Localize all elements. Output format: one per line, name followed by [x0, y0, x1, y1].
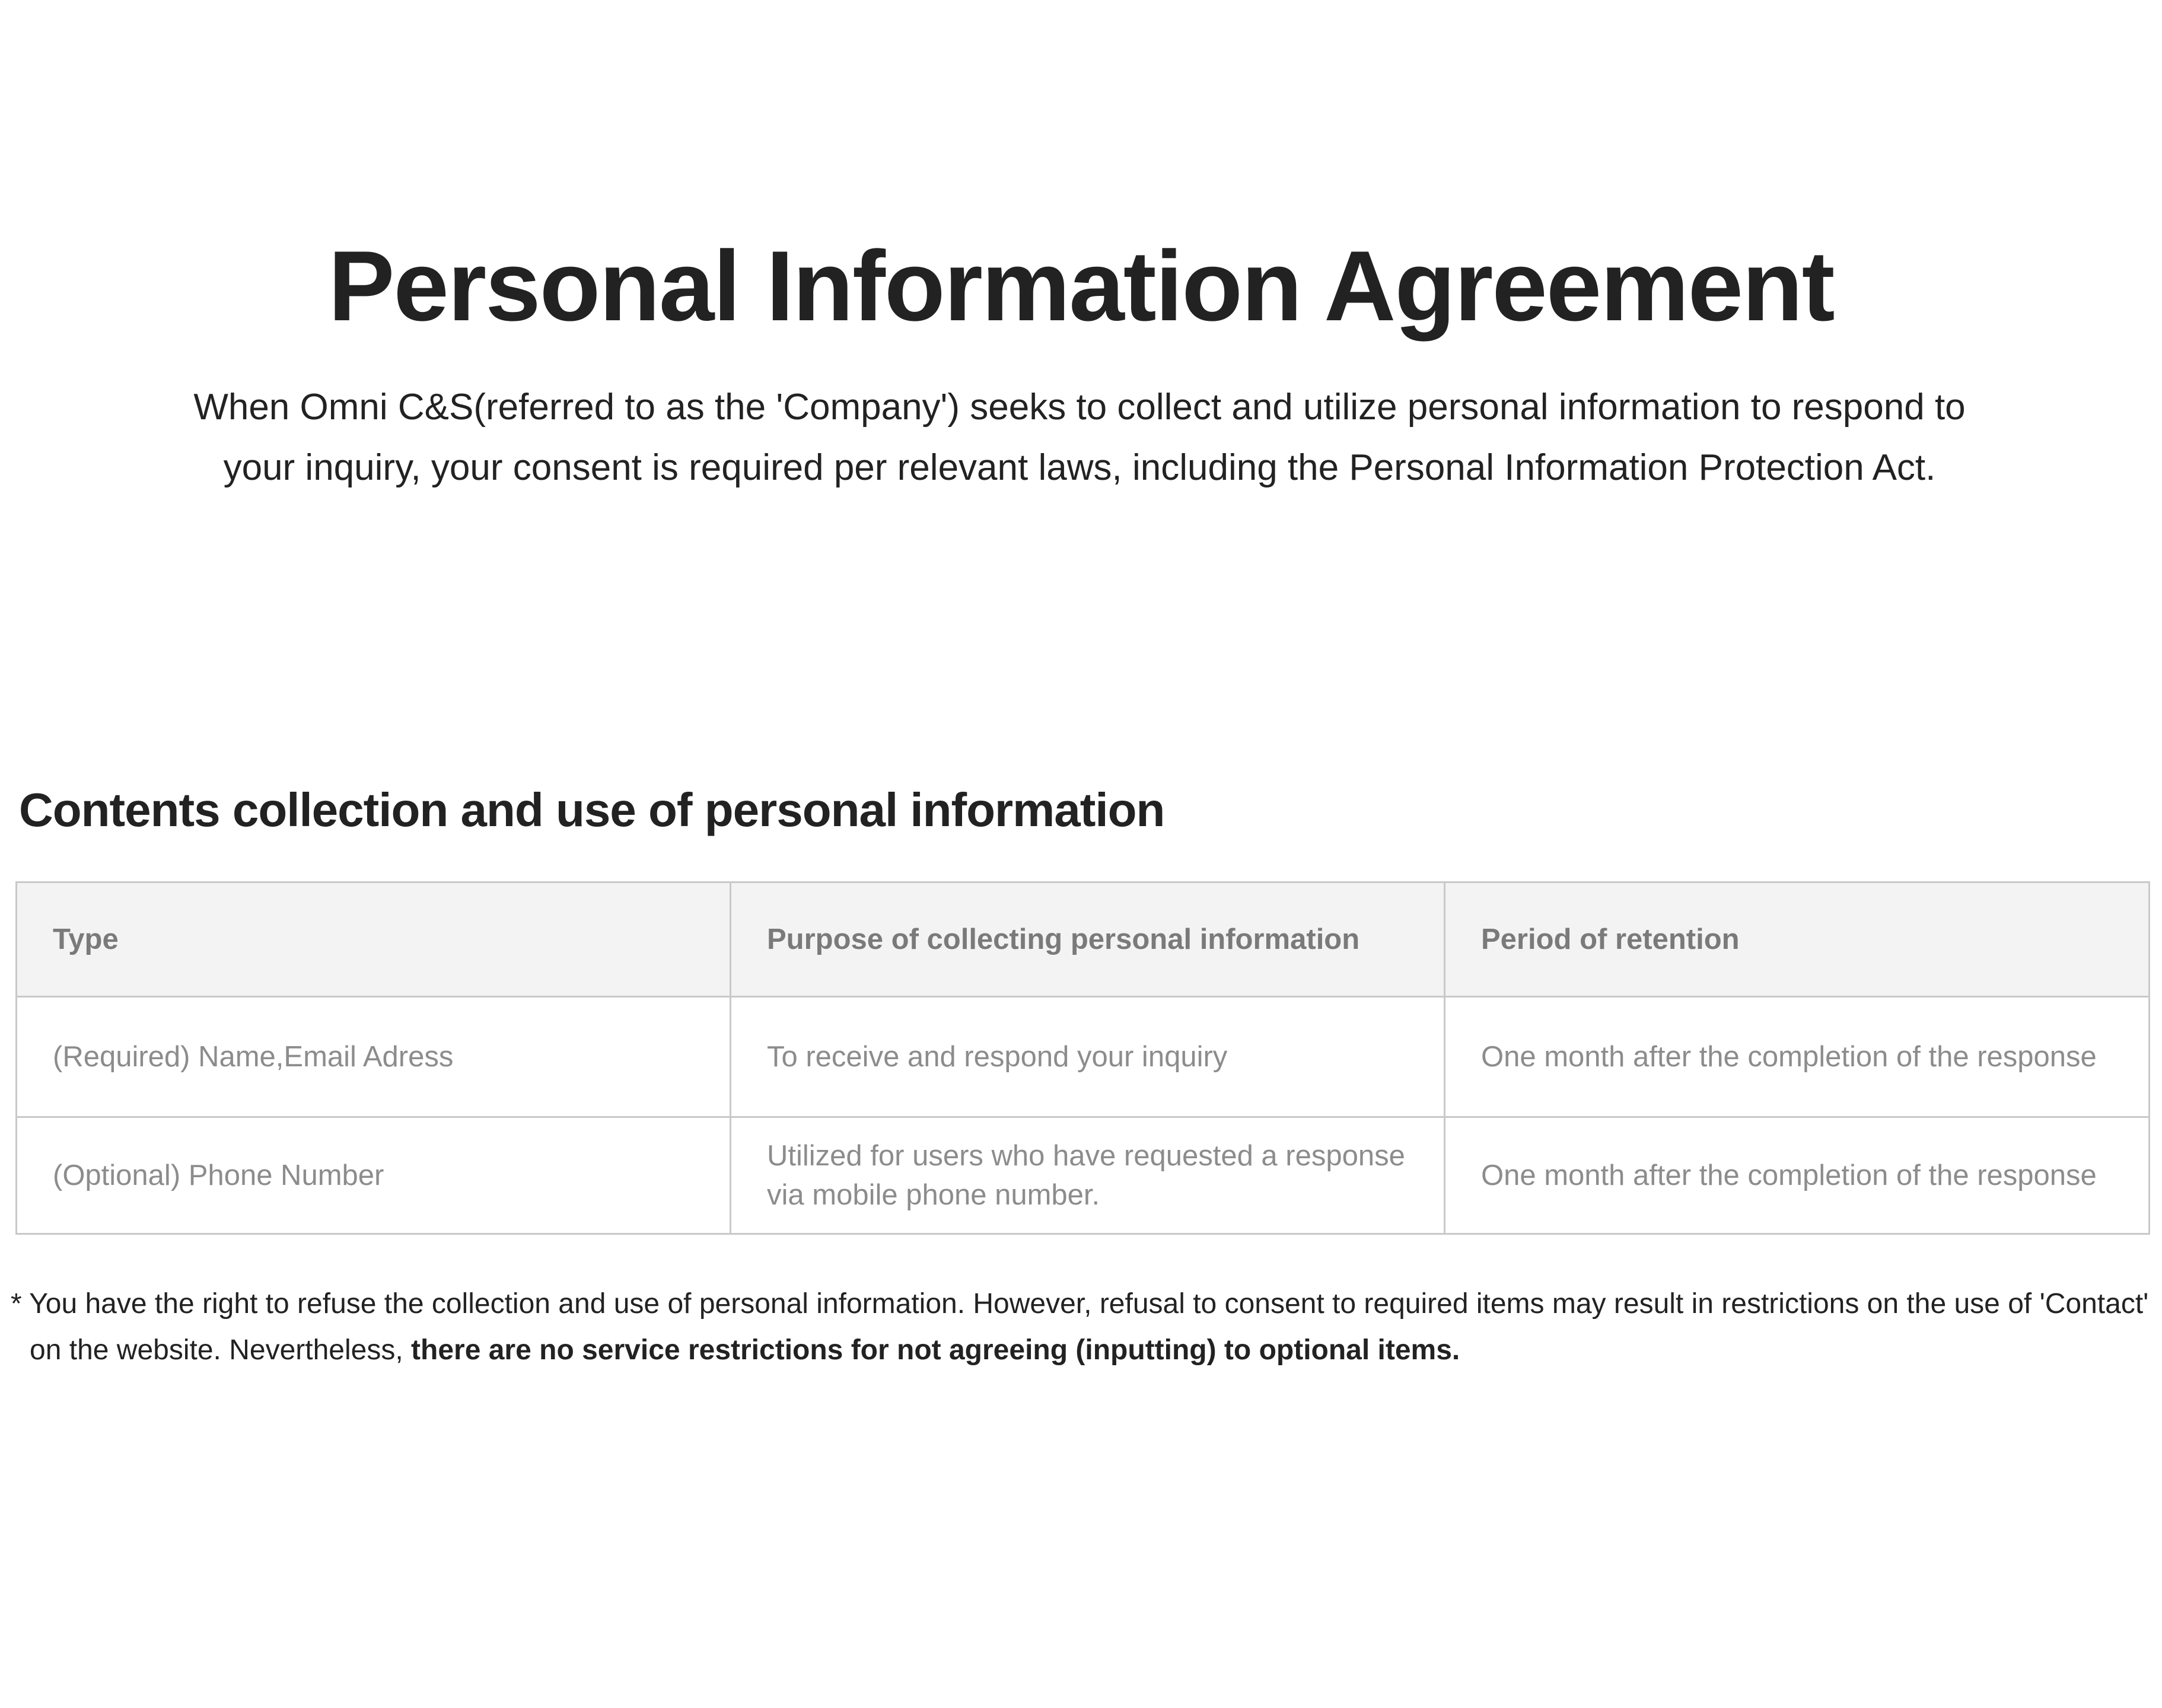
page-title: Personal Information Agreement: [328, 230, 1834, 342]
note-line-2-bold: there are no service restrictions for not agreeing (inputting) to optional items.: [411, 1334, 1460, 1366]
personal-info-table: [15, 881, 2150, 1235]
column-header-period: Period of retention: [1445, 882, 2150, 997]
table-row: [17, 1117, 2150, 1234]
cell-purpose: To receive and respond your inquiry: [731, 997, 1445, 1117]
column-header-purpose: Purpose of collecting personal information: [731, 882, 1445, 997]
section-title: Contents collection and use of personal information: [19, 783, 1165, 836]
table-row: [17, 997, 2150, 1117]
column-header-type: Type: [17, 882, 731, 997]
cell-period: One month after the completion of the response: [1445, 1117, 2150, 1234]
cell-purpose: Utilized for users who have requested a response via mobile phone number.: [731, 1117, 1445, 1234]
note-line-2-regular: on the website. Nevertheless,: [30, 1334, 412, 1366]
intro-line-2: your inquiry, your consent is required per relevant laws, including the Personal Information Protection Act.: [223, 447, 1936, 488]
cell-period: One month after the completion of the response: [1445, 997, 2150, 1117]
table-header-row: [17, 882, 2150, 997]
intro-line-1: When Omni C&S(referred to as the 'Company') seeks to collect and utilize personal information to respond to: [193, 387, 1966, 428]
note-line-2: [11, 1327, 2155, 1374]
refusal-note: [11, 1281, 2155, 1374]
note-line-1: * You have the right to refuse the collection and use of personal information. However, refusal to consent to required items may result in restrictions on the use of 'Contact': [11, 1288, 2149, 1320]
intro-text: [142, 377, 2017, 498]
cell-type: (Required) Name,Email Adress: [17, 997, 731, 1117]
cell-type: (Optional) Phone Number: [17, 1117, 731, 1234]
